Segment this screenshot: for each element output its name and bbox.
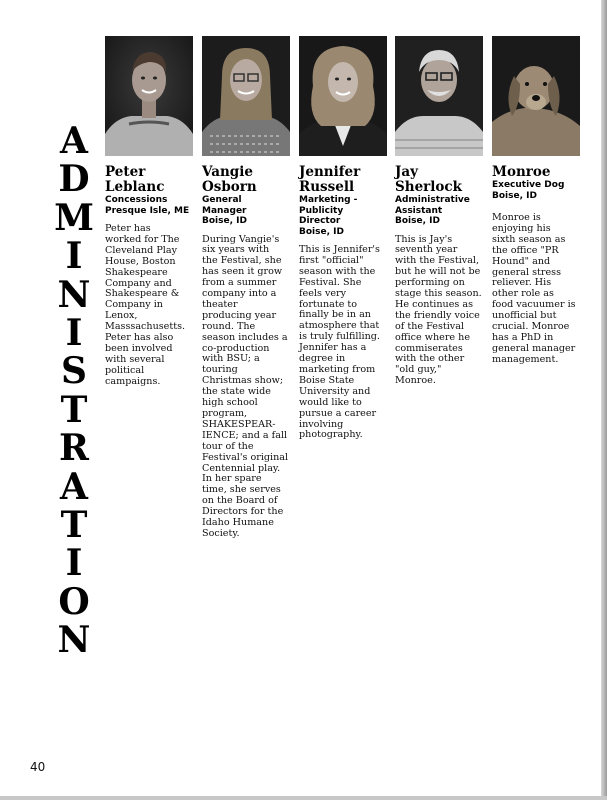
headshot-photo-jay	[395, 36, 483, 156]
title-letter: N	[57, 619, 91, 662]
staff-profile-vangie	[202, 36, 294, 540]
last-name: Leblanc	[105, 179, 165, 195]
staff-profile-jennifer	[299, 36, 391, 441]
staff-profile-jay	[395, 36, 489, 387]
last-name: Russell	[299, 179, 355, 195]
title-letter: T	[60, 388, 88, 431]
staff-profile-monroe	[492, 36, 584, 366]
staff-bio: Peter has worked for The Cleveland Play House, Boston Shakespeare Company and Shakespeare & Company in Lenox, Masssachusetts. Peter has also been involved with several political campaigns.	[105, 223, 186, 387]
headshot-photo-vangie	[202, 36, 290, 156]
staff-bio: This is Jennifer's first "official" season with the Festival. She feels very fortunate to finally be in an atmosphere that is truly fulfilling. Jennifer has a degree in marketing from Boise State University and would like to pursue a career involving photography.	[299, 244, 380, 441]
title-letter: A	[60, 120, 88, 162]
last-name: Osborn	[202, 179, 257, 195]
staff-role: Executive Dog Boise, ID	[492, 180, 565, 201]
title-letter: N	[57, 273, 91, 316]
staff-bio: During Vangie's six years with the Festival, she has seen it grow from a summer company into a theater producing year round. The season includes a co-production with BSU; a touring Christmas show; the state wide high school program, SHAKESPEAR- IENCE; and a fall tour of the Festival's original Centennial play. In her spare time, she serves on the Board of Directors for the Idaho Humane Society.	[202, 233, 289, 539]
first-name: Jennifer	[299, 164, 361, 180]
staff-name	[492, 165, 584, 180]
title-letter: D	[58, 158, 90, 201]
title-letter: T	[60, 504, 88, 547]
staff-name	[105, 165, 197, 195]
staff-name	[395, 165, 489, 195]
dog-portrait-icon	[492, 36, 580, 156]
first-name: Vangie	[202, 164, 253, 180]
title-letter: I	[65, 542, 83, 585]
first-name: Monroe	[492, 164, 551, 180]
page-number: 40	[30, 760, 46, 774]
staff-name	[202, 165, 294, 195]
staff-bio: This is Jay's seventh year with the Festival, but he will not be performing on stage this season. He continues as the friendly voice of the Festival office where he commiserates with the other "old guy," Monroe.	[395, 233, 482, 387]
headshot-photo-peter	[105, 36, 193, 156]
page-edge-bottom	[0, 796, 607, 800]
title-letter: O	[58, 580, 90, 623]
title-letter: I	[65, 235, 83, 278]
page-edge	[601, 0, 607, 800]
title-letter: R	[59, 427, 89, 470]
first-name: Jay	[395, 164, 418, 180]
last-name: Sherlock	[395, 179, 462, 195]
section-title-administration	[52, 122, 96, 660]
staff-role: Concessions Presque Isle, ME	[105, 195, 190, 216]
first-name: Peter	[105, 164, 146, 180]
headshot-photo-monroe	[492, 36, 580, 156]
headshot-photo-jennifer	[299, 36, 387, 156]
staff-bio: Monroe is enjoying his sixth season as the office "PR Hound" and general stress reliever. His other role as food vacuumer is unofficial but crucial. Monroe has a PhD in general manager management.	[492, 212, 576, 365]
staff-role: Marketing - Publicity Director Boise, ID	[299, 195, 358, 237]
portrait-woman-icon	[202, 36, 290, 156]
title-letter: S	[61, 350, 87, 393]
staff-role: Administrative Assistant Boise, ID	[395, 195, 470, 226]
title-letter: I	[65, 312, 83, 355]
staff-profile-peter	[105, 36, 197, 388]
portrait-older-man-icon	[395, 36, 483, 156]
title-letter: A	[60, 465, 88, 508]
title-letter: M	[54, 196, 94, 239]
staff-name	[299, 165, 391, 195]
portrait-man-icon	[105, 36, 193, 156]
staff-role: General Manager Boise, ID	[202, 195, 247, 226]
portrait-woman-curly-icon	[299, 36, 387, 156]
